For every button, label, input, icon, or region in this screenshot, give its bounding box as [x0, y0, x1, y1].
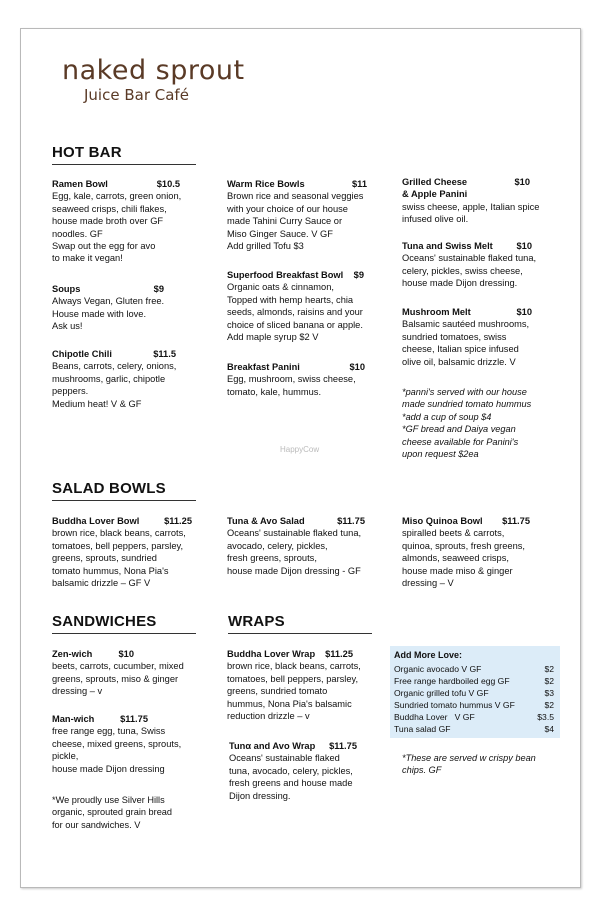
addon-row: [394, 712, 554, 722]
item-price: $11: [352, 179, 367, 189]
item-description-line: Ask us!: [52, 321, 83, 332]
addon-label: Organic grilled tofu V GF: [394, 688, 489, 698]
menu-item-chipotle-chili: [52, 348, 176, 410]
item-name: Grilled Cheese: [402, 177, 468, 187]
panini-note: [402, 386, 531, 460]
item-price: $11.75: [337, 516, 365, 526]
addon-row: [394, 676, 554, 686]
menu-item-superfood-bowl: [227, 269, 364, 343]
item-name: Tuna & Avo Salad: [227, 516, 305, 526]
item-header: [402, 176, 530, 188]
item-description-line: tomatoes, bell peppers, parsley,: [227, 673, 359, 684]
item-description-line: house made Dijon dressing - GF: [227, 565, 361, 576]
section-wraps: WRAPS: [228, 613, 372, 634]
bread-note: [52, 794, 172, 831]
item-price: $11.25: [325, 649, 353, 659]
item-description-line: dressing – v: [52, 686, 103, 697]
item-header: [227, 361, 365, 373]
addon-price: $2: [544, 676, 554, 686]
item-price: $10: [349, 362, 365, 372]
item-description-line: dressing – V: [402, 578, 454, 589]
menu-item-tuna-avo-wrap: [229, 740, 357, 802]
item-name: Soups: [52, 284, 81, 294]
item-description-line: Medium heat! V & GF: [52, 398, 142, 409]
item-description-line: Brown rice and seasonal veggies: [227, 191, 364, 202]
item-description-line: seeds, almonds, raisins and your: [227, 307, 363, 318]
item-description-line: balsamic drizzle – GF V: [52, 578, 151, 589]
note-line: upon request $2ea: [402, 449, 479, 460]
section-hot-bar: HOT BAR: [52, 144, 196, 165]
item-description-line: brown rice, black beans, carrots,: [52, 528, 186, 539]
item-description-line: Swap out the egg for avo: [52, 241, 156, 252]
item-header: [227, 515, 365, 527]
item-description-line: Add maple syrup $2 V: [227, 332, 319, 343]
item-price: $10: [514, 177, 530, 187]
menu-item-warm-rice-bowls: [227, 178, 367, 252]
item-name: Miso Quinoa Bowl: [402, 516, 483, 526]
item-name: Tuna and Swiss Melt: [402, 241, 493, 251]
item-name: Chipotle Chili: [52, 349, 112, 359]
item-description-line: house made Dijon dressing: [52, 763, 165, 774]
item-description-line: quinoa, sprouts, fresh greens,: [402, 540, 525, 551]
addon-label: Organic avocado V GF: [394, 664, 482, 674]
item-description-line: Topped with hemp hearts, chia: [227, 294, 354, 305]
item-price: $11.75: [120, 714, 148, 724]
item-price: $9: [153, 284, 164, 294]
item-description-line: olive oil, balsamic drizzle. V: [402, 356, 516, 367]
note-line: for our sandwiches. V: [52, 819, 141, 830]
menu-item-tuna-swiss-melt: [402, 240, 537, 290]
addon-row: [394, 664, 554, 674]
menu-item-buddha-lover-bowl: [52, 515, 192, 589]
item-price: $9: [353, 270, 364, 280]
item-description-line: to make it vegan!: [52, 253, 123, 264]
item-name: Tunα and Avo Wrap: [229, 741, 316, 751]
section-sandwiches: SANDWICHES: [52, 613, 196, 634]
item-description-line: beets, carrots, cucumber, mixed: [52, 661, 184, 672]
addon-label: Buddha Lover V GF: [394, 712, 475, 722]
item-description-line: greens, sundried tomato: [227, 686, 328, 697]
note-line: made sundried tomato hummus: [402, 399, 532, 410]
item-description-line: Oceans' sustainable flaked tuna,: [227, 528, 362, 539]
item-price: $10: [118, 649, 134, 659]
item-description-line: Egg, mushroom, swiss cheese,: [227, 374, 356, 385]
item-description-line: Always Vegan, Gluten free.: [52, 296, 165, 307]
item-description-line: house made miso & ginger: [402, 565, 513, 576]
item-description-line: swiss cheese, apple, Italian spice: [402, 201, 540, 212]
item-header: [227, 178, 367, 190]
addon-price: $3.5: [537, 712, 554, 722]
item-header: [402, 515, 530, 527]
item-header: [52, 283, 164, 295]
item-description-line: tomatoes, bell peppers, parsley,: [52, 540, 184, 551]
brand-name: naked sprout: [62, 55, 245, 86]
item-description-line: tomato, kale, hummus.: [227, 386, 322, 397]
menu-item-miso-quinoa-bowl: [402, 515, 530, 589]
item-description-line: peppers.: [52, 386, 89, 397]
item-description-line: cheese, mixed greens, sprouts,: [52, 738, 182, 749]
addons-title: Add More Love:: [394, 650, 463, 660]
item-description-line: Add grilled Tofu $3: [227, 241, 304, 252]
item-header: [52, 648, 134, 660]
item-price: $11.25: [164, 516, 192, 526]
brand-logo: [62, 56, 245, 104]
section-salad-bowls: SALAD BOWLS: [52, 480, 196, 501]
item-description-line: house made broth over GF: [52, 216, 164, 227]
item-price: $10.5: [156, 179, 180, 189]
item-name: Man-wich: [52, 714, 95, 724]
item-description-line: Balsamic sautéed mushrooms,: [402, 319, 530, 330]
item-description-line: Egg, kale, carrots, green onion,: [52, 191, 182, 202]
item-description-line: Organic oats & cinnamon,: [227, 282, 334, 293]
item-description-line: seaweed crisps, chili flakes,: [52, 203, 167, 214]
note-line: *We proudly use Silver Hills: [52, 795, 165, 805]
item-header: [52, 348, 176, 360]
note-line: *add a cup of soup $4: [402, 411, 492, 422]
menu-item-ramen-bowl: [52, 178, 180, 265]
addon-row: [394, 700, 554, 710]
addon-price: $2: [544, 664, 554, 674]
note-line: *These are served w crispy bean: [402, 753, 536, 763]
item-description-line: brown rice, black beans, carrots,: [227, 661, 361, 672]
item-name-line2: & Apple Panini: [402, 189, 468, 200]
item-description-line: Oceans' sustainable flaked: [229, 753, 340, 764]
item-name: Warm Rice Bowls: [227, 179, 305, 189]
item-header: [402, 240, 532, 252]
item-description-line: Beans, carrots, celery, onions,: [52, 361, 177, 372]
item-name: Buddha Lover Bowl: [52, 516, 140, 526]
item-description-line: almonds, seaweed crisps,: [402, 553, 509, 564]
menu-item-zen-wich: [52, 648, 184, 698]
item-name: Zen-wich: [52, 649, 93, 659]
item-description-line: house made Dijon dressing.: [402, 278, 518, 289]
note-line: organic, sprouted grain bread: [52, 807, 173, 818]
item-header: [227, 269, 364, 281]
item-description-line: greens, sprouts, miso & ginger: [52, 673, 179, 684]
item-description-line: fresh greens, sprouts,: [227, 553, 317, 564]
item-header: [402, 306, 532, 318]
addon-label: Sundried tomato hummus V GF: [394, 700, 515, 710]
addon-price: $2: [544, 700, 554, 710]
item-description-line: tuna, avocado, celery, pickles,: [229, 765, 353, 776]
item-description-line: free range egg, tuna, Swiss: [52, 726, 166, 737]
addon-label: Tuna salad GF: [394, 724, 451, 734]
menu-item-tuna-avo-salad: [227, 515, 365, 577]
note-line: chips. GF: [402, 765, 442, 776]
addon-price: $4: [544, 724, 554, 734]
item-description-line: sundried tomatoes, swiss: [402, 331, 507, 342]
item-name: Superfood Breakfast Bowl: [227, 270, 344, 280]
item-name: Mushroom Melt: [402, 307, 471, 317]
item-description-line: made Tahini Curry Sauce or: [227, 216, 343, 227]
item-header: [229, 740, 357, 752]
item-header: [52, 713, 148, 725]
item-description-line: cheese, Italian spice infused: [402, 344, 519, 355]
menu-item-breakfast-panini: [227, 361, 365, 398]
addon-label: Free range hardboiled egg GF: [394, 676, 510, 686]
item-description-line: with your choice of our house: [227, 203, 348, 214]
item-price: $11.5: [153, 349, 176, 359]
addon-row: [394, 724, 554, 734]
menu-item-mushroom-melt: [402, 306, 532, 368]
item-header: [227, 648, 353, 660]
item-name: Ramen Bowl: [52, 179, 108, 189]
item-price: $11.75: [502, 516, 530, 526]
item-description-line: Oceans' sustainable flaked tuna,: [402, 253, 537, 264]
item-description-line: avocado, celery, pickles,: [227, 540, 328, 551]
note-line: cheese available for Panini's: [402, 436, 519, 447]
item-description-line: spiralled beets & carrots,: [402, 528, 505, 539]
item-price: $10: [516, 307, 532, 317]
item-header: [52, 178, 180, 190]
item-description-line: noodles. GF: [52, 228, 103, 239]
item-description-line: choice of sliced banana or apple.: [227, 319, 363, 330]
item-description-line: hummus, Nona Pia's balsamic: [227, 698, 352, 709]
item-description-line: mushrooms, garlic, chipotle: [52, 373, 166, 384]
item-description-line: Miso Ginger Sauce. V GF: [227, 228, 333, 239]
note-line: *GF bread and Daiya vegan: [402, 424, 516, 435]
item-header: [52, 515, 192, 527]
addons-box: [390, 646, 560, 738]
note-line: *panni's served with our house: [402, 387, 527, 397]
brand-tagline: Juice Bar Café: [84, 86, 189, 104]
item-description-line: reduction drizzle – v: [227, 711, 310, 722]
addon-row: [394, 688, 554, 698]
item-description-line: tomato hummus, Nona Pia's: [52, 565, 169, 576]
item-price: $10: [516, 241, 532, 251]
item-description-line: greens, sprouts, sundried: [52, 553, 157, 564]
item-name: Breakfast Panini: [227, 362, 300, 372]
addon-price: $3: [544, 688, 554, 698]
watermark: HappyCow: [280, 445, 320, 454]
menu-item-man-wich: [52, 713, 182, 775]
item-description-line: celery, pickles, swiss cheese,: [402, 265, 523, 276]
item-price: $11.75: [329, 741, 357, 751]
item-description-line: House made with love.: [52, 308, 147, 319]
menu-item-buddha-lover-wrap: [227, 648, 361, 722]
wraps-note: [402, 752, 536, 777]
item-description-line: pickle,: [52, 751, 79, 762]
item-description-line: Dijon dressing.: [229, 790, 291, 801]
menu-item-grilled-cheese-panini: [402, 176, 540, 226]
menu-item-soups: [52, 283, 164, 333]
item-description-line: infused olive oil.: [402, 214, 469, 225]
item-description-line: fresh greens and house made: [229, 778, 353, 789]
item-name: Buddha Lover Wrap: [227, 649, 316, 659]
